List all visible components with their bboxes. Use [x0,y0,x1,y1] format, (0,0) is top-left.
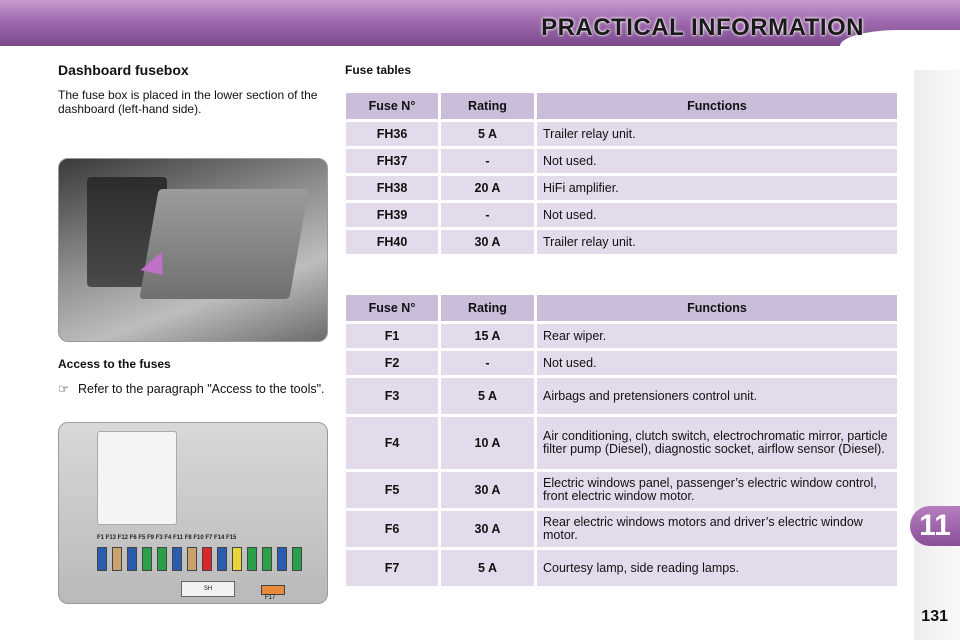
table-row [346,149,897,173]
fuse-id-cell: F3 [346,378,438,414]
access-text: Refer to the paragraph "Access to the tools". [78,382,325,396]
function-cell: HiFi amplifier. [537,176,897,200]
rating-cell: - [441,149,534,173]
fuse-block [157,547,167,571]
fuse-block [202,547,212,571]
table-row [346,203,897,227]
rating-cell: 15 A [441,324,534,348]
rating-cell: 5 A [441,550,534,586]
fuse-diagram [58,422,328,604]
header-functions: Functions [537,295,897,321]
table-row [346,511,897,547]
fusebox-photo [58,158,328,342]
fuse-tables-title: Fuse tables [345,63,412,77]
function-cell: Trailer relay unit. [537,122,897,146]
table-row [346,550,897,586]
fuse-id-cell: F2 [346,351,438,375]
fuse-block [247,547,257,571]
access-item [58,382,328,396]
rating-cell: 20 A [441,176,534,200]
function-cell: Courtesy lamp, side reading lamps. [537,550,897,586]
relay-sh: SH [181,581,235,597]
fuse-f17 [261,585,285,595]
fuse-block [292,547,302,571]
rating-cell: 10 A [441,417,534,469]
table-row [346,324,897,348]
header-rating: Rating [441,295,534,321]
fuse-table-2 [343,292,900,589]
function-cell: Not used. [537,149,897,173]
fuse-id-cell: F5 [346,472,438,508]
rating-cell: 30 A [441,511,534,547]
fuse-block [232,547,242,571]
table-row [346,378,897,414]
table-row [346,176,897,200]
function-cell: Trailer relay unit. [537,230,897,254]
table-row [346,417,897,469]
side-strip [914,70,960,640]
fuse-block [172,547,182,571]
pointing-hand-icon: ☞ [58,382,70,396]
header-fuse-no: Fuse N° [346,295,438,321]
function-cell: Electric windows panel, passenger’s electric window control, front electric window motor. [537,472,897,508]
fuse-labels: F1 F13 F12 F6 F5 F9 F3 F4 F11 F8 F10 F7 F14 F15 [97,535,237,541]
page-number: 131 [921,608,948,625]
rating-cell: - [441,203,534,227]
section-title: Dashboard fusebox [58,62,189,78]
fuse-id-cell: FH39 [346,203,438,227]
table-header-row [346,93,897,119]
rating-cell: 5 A [441,378,534,414]
table-header-row [346,295,897,321]
rating-cell: - [441,351,534,375]
function-cell: Not used. [537,351,897,375]
header-fuse-no: Fuse N° [346,93,438,119]
table-row [346,351,897,375]
function-cell: Airbags and pretensioners control unit. [537,378,897,414]
fuse-table-1 [343,90,900,257]
page-header-title: PRACTICAL INFORMATION [541,14,864,41]
fuse-id-cell: FH38 [346,176,438,200]
function-cell: Rear wiper. [537,324,897,348]
fuse-id-cell: F6 [346,511,438,547]
rating-cell: 30 A [441,472,534,508]
fuse-row [97,547,307,576]
fuse-id-cell: F1 [346,324,438,348]
fuse-block [217,547,227,571]
intro-text: The fuse box is placed in the lower section of the dashboard (left-hand side). [58,88,318,116]
fuse-id-cell: FH37 [346,149,438,173]
fuse-block [277,547,287,571]
function-cell: Not used. [537,203,897,227]
function-cell: Rear electric windows motors and driver’s electric window motor. [537,511,897,547]
fuse-f17-label: F17 [265,595,276,601]
fuse-id-cell: FH36 [346,122,438,146]
fuse-block [142,547,152,571]
fuse-block [97,547,107,571]
fuse-id-cell: F4 [346,417,438,469]
fuse-block [187,547,197,571]
header-functions: Functions [537,93,897,119]
table-row [346,472,897,508]
rating-cell: 5 A [441,122,534,146]
photo-flap [139,189,308,299]
fuse-block [262,547,272,571]
fuse-block [112,547,122,571]
fuse-id-cell: FH40 [346,230,438,254]
header-rating: Rating [441,93,534,119]
table-row [346,230,897,254]
fuse-id-cell: F7 [346,550,438,586]
chapter-tab: 11 [910,506,960,546]
rating-cell: 30 A [441,230,534,254]
access-title: Access to the fuses [58,357,171,371]
diagram-card [97,431,177,525]
table-row [346,122,897,146]
function-cell: Air conditioning, clutch switch, electrochromatic mirror, particle filter pump (Diesel), diagnostic socket, airflow sensor (Diesel). [537,417,897,469]
fuse-block [127,547,137,571]
